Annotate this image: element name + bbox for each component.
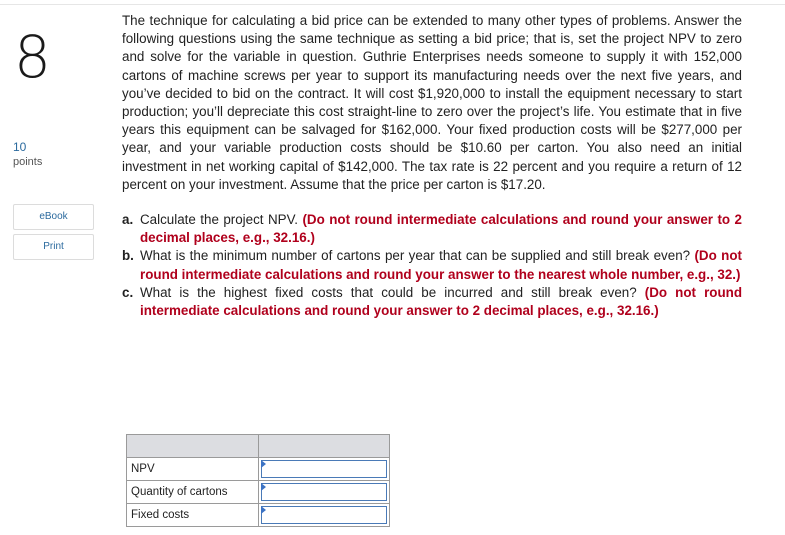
question-parts bbox=[122, 211, 742, 320]
part-a bbox=[122, 211, 742, 247]
table-row-npv bbox=[127, 458, 390, 481]
fixed-costs-answer-cell[interactable] bbox=[258, 504, 389, 527]
row-label: NPV bbox=[127, 458, 259, 481]
table-header-row bbox=[127, 435, 390, 458]
npv-input[interactable] bbox=[261, 460, 387, 478]
problem-statement: The technique for calculating a bid price can be extended to many other types of problems. Answer the following questions using the same technique as setting a bid price; that is, set the project NPV to zero and solve for the variable in question. Guthrie Enterprises needs someone to supply it with 152,000 cartons of machine screws per year to support its manufacturing needs over the next five years, and you’ve decided to bid on the contract. It will cost $1,920,000 to install the equipment necessary to start production; you’ll depreciate this cost straight-line to zero over the project’s life. You estimate that in five years this equipment can be salvaged for $162,000. Your fixed production costs will be $277,000 per year, and your variable production costs should be $10.60 per carton. You also need an initial investment in net working capital of $142,000. The tax rate is 22 percent and you require a return of 12 percent on your investment. Assume that the price per carton is $17.20. bbox=[122, 13, 742, 192]
fixed-costs-input[interactable] bbox=[261, 506, 387, 524]
part-c bbox=[122, 284, 742, 320]
part-instruction: (Do not round intermediate calculations and round your answer to the nearest whole number, e.g., 32.) bbox=[140, 248, 742, 282]
part-text: What is the minimum number of cartons per year that can be supplied and still break even? bbox=[140, 248, 691, 264]
part-text: Calculate the project NPV. bbox=[140, 212, 298, 228]
print-button[interactable]: Print bbox=[13, 234, 94, 260]
question-number: 8 bbox=[14, 23, 51, 91]
table-row-quantity bbox=[127, 481, 390, 504]
quantity-input[interactable] bbox=[261, 483, 387, 501]
question-sidebar bbox=[0, 0, 100, 535]
answer-marker-icon bbox=[261, 483, 266, 491]
part-text: What is the highest fixed costs that could be incurred and still break even? bbox=[140, 284, 637, 300]
part-instruction: (Do not round intermediate calculations and round your answer to 2 decimal places, e.g., 32.16.) bbox=[140, 284, 742, 319]
part-letter: a. bbox=[122, 212, 134, 228]
npv-answer-cell[interactable] bbox=[258, 458, 389, 481]
answer-marker-icon bbox=[261, 460, 266, 468]
part-letter: b. bbox=[122, 248, 134, 264]
part-letter: c. bbox=[122, 284, 134, 300]
quantity-answer-cell[interactable] bbox=[258, 481, 389, 504]
part-b bbox=[122, 247, 742, 283]
answer-table bbox=[126, 434, 390, 527]
answer-marker-icon bbox=[261, 506, 266, 514]
table-row-fixed-costs bbox=[127, 504, 390, 527]
table-header-cell bbox=[127, 435, 259, 458]
row-label: Quantity of cartons bbox=[127, 481, 259, 504]
points-label: points bbox=[13, 156, 43, 168]
table-header-cell bbox=[258, 435, 389, 458]
ebook-button[interactable]: eBook bbox=[13, 204, 94, 230]
question-content bbox=[122, 12, 742, 320]
top-divider bbox=[0, 4, 785, 5]
part-instruction: (Do not round intermediate calculations and round your answer to 2 decimal places, e.g., 32.16.) bbox=[140, 212, 742, 246]
points-value: 10 bbox=[13, 140, 27, 154]
row-label: Fixed costs bbox=[127, 504, 259, 527]
